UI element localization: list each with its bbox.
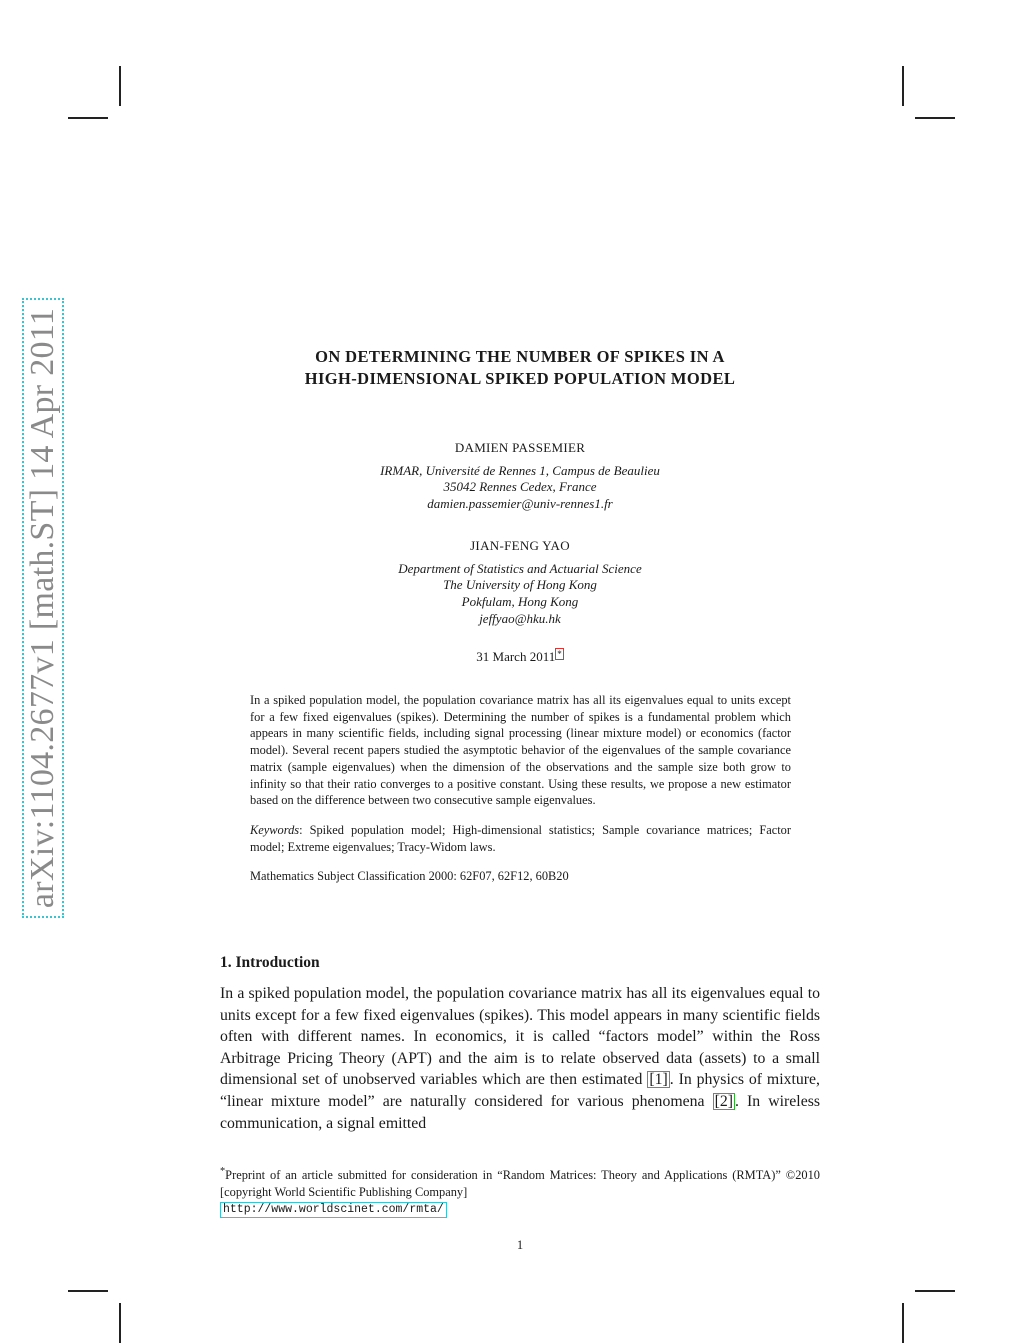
intro-text: In a spiked population model, the population covariance matrix has all its eigenvalues equal to units except for a few fixed eigenvalues (spikes). This model appears in many scientific fields often with different names. In economics, it is called “factors model” within the Ross Arbitrage Pricing Theory (APT) and the aim is to relate observed data (assets) to a small dimensional set of unobserved variables which are then estimated	[220, 985, 820, 1089]
footnote-link[interactable]: *	[557, 649, 562, 659]
citation-link[interactable]: [2]	[714, 1092, 734, 1110]
author-affiliation: Pokfulam, Hong Kong	[461, 594, 579, 610]
crop-mark	[119, 1303, 121, 1343]
footnote-text: Preprint of an article submitted for consideration in “Random Matrices: Theory and Applications (RMTA)” ©2010 [copyright World Scientific Publishing Company]	[220, 1168, 820, 1199]
author-block-2	[180, 538, 860, 628]
title-line-2: HIGH-DIMENSIONAL SPIKED POPULATION MODEL	[304, 369, 736, 388]
footnote	[220, 1164, 820, 1218]
author-affiliation: IRMAR, Université de Rennes 1, Campus de Beaulieu	[380, 462, 660, 478]
crop-mark	[902, 66, 904, 106]
intro-paragraph	[220, 983, 820, 1134]
citation-link[interactable]: [1]	[649, 1071, 668, 1089]
date-line	[180, 648, 860, 666]
intro-text: . In wireless communication, a signal emitted	[220, 1092, 820, 1132]
intro-text: . In physics of mixture, “linear mixture model” are naturally considered for various phenomena	[220, 1071, 820, 1110]
crop-mark	[915, 1290, 955, 1292]
crop-mark	[119, 66, 121, 106]
abstract-text: In a spiked population model, the population covariance matrix has all its eigenvalues equal to units except for a few fixed eigenvalues (spikes). Determining the number of spikes is a fundamental problem which appears in many scientific fields, including signal processing (linear mixture model) or economics (factor model). Several recent papers studied the asymptotic behavior of the eigenvalues of the sample covariance matrix (sample eigenvalues) when the dimension of the observations and the sample size both grow to infinity so that their ratio converges to a positive constant. Using these results, we propose a new estimator based on the difference between two consecutive sample eigenvalues.	[250, 693, 791, 808]
paper-title	[180, 346, 860, 390]
keywords-text: : Spiked population model; High-dimensional statistics; Sample covariance matrices; Factor model; Extreme eigenvalues; Tracy-Widom laws.	[250, 822, 791, 854]
arxiv-stamp[interactable]	[22, 298, 64, 918]
author-name: DAMIEN PASSEMIER	[454, 440, 586, 455]
arxiv-stamp-text: arXiv:1104.2677v1 [math.ST] 14 Apr 2011	[24, 307, 61, 909]
keywords-label: Keywords	[250, 822, 300, 837]
keywords	[250, 822, 791, 855]
footnote-url-link[interactable]: http://www.worldscinet.com/rmta/	[220, 1202, 447, 1218]
author-block-1	[180, 440, 860, 513]
footnote-marker: *	[220, 1166, 226, 1177]
page-number: 1	[516, 1238, 524, 1252]
crop-mark	[915, 117, 955, 119]
abstract	[250, 692, 791, 885]
author-email: damien.passemier@univ-rennes1.fr	[427, 496, 613, 512]
author-name: JIAN-FENG YAO	[470, 538, 570, 553]
date: 31 March 2011	[476, 649, 556, 664]
author-affiliation: 35042 Rennes Cedex, France	[443, 479, 597, 495]
section-heading: 1. Introduction	[220, 954, 320, 971]
msc-classification: Mathematics Subject Classification 2000: 62F07, 62F12, 60B20	[250, 869, 569, 884]
crop-mark	[68, 1290, 108, 1292]
title-line-1: ON DETERMINING THE NUMBER OF SPIKES IN A	[315, 347, 725, 366]
crop-mark	[902, 1303, 904, 1343]
author-email: jeffyao@hku.hk	[479, 610, 561, 626]
author-affiliation: Department of Statistics and Actuarial Science	[398, 560, 642, 576]
author-affiliation: The University of Hong Kong	[443, 577, 597, 593]
crop-mark	[68, 117, 108, 119]
